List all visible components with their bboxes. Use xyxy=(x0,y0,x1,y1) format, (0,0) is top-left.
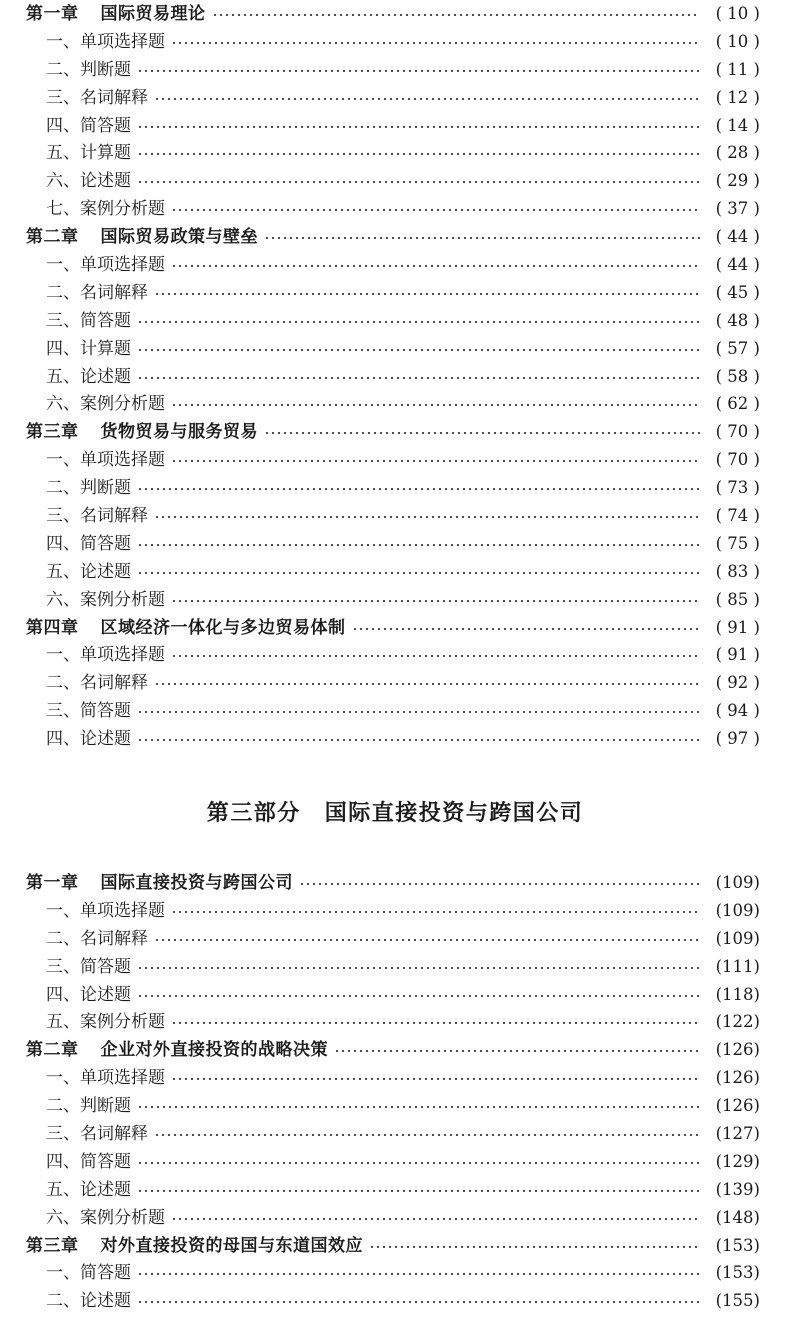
toc-item-entry[interactable] xyxy=(0,390,790,418)
dot-leader xyxy=(212,14,701,16)
toc-item-entry[interactable] xyxy=(0,28,790,56)
toc-item-entry[interactable] xyxy=(0,925,790,953)
dot-leader xyxy=(137,126,700,128)
dot-leader xyxy=(137,572,700,574)
toc-item-entry[interactable] xyxy=(0,1064,790,1092)
item-label: 五、案例分析题 xyxy=(46,1012,165,1033)
item-label: 四、简答题 xyxy=(46,533,131,554)
dot-leader xyxy=(154,293,700,295)
chapter-number: 第一章 xyxy=(26,3,79,24)
item-page-number: (148) xyxy=(715,1207,760,1227)
part-title xyxy=(0,753,790,869)
item-page-number: ( 28 ) xyxy=(715,143,760,163)
dot-leader xyxy=(154,516,700,518)
item-page-number: ( 11 ) xyxy=(715,59,760,79)
chapter-label xyxy=(26,4,206,24)
chapter-title: 国际贸易政策与壁垒 xyxy=(100,227,258,248)
toc-item-entry[interactable] xyxy=(0,1092,790,1120)
item-page-number: (111) xyxy=(715,956,760,976)
chapter-label xyxy=(26,618,346,638)
chapter-label xyxy=(26,422,258,442)
toc-item-entry[interactable] xyxy=(0,167,790,195)
toc-chapter-entry[interactable] xyxy=(0,614,790,642)
item-page-number: (122) xyxy=(715,1012,760,1032)
item-page-number: (126) xyxy=(715,1096,760,1116)
item-label: 四、论述题 xyxy=(46,729,131,750)
item-label: 五、论述题 xyxy=(46,366,131,387)
dot-leader xyxy=(137,739,700,741)
dot-leader xyxy=(137,1106,700,1108)
toc-item-entry[interactable] xyxy=(0,530,790,558)
toc-chapter-entry[interactable] xyxy=(0,869,790,897)
toc-item-entry[interactable] xyxy=(0,697,790,725)
toc-item-entry[interactable] xyxy=(0,446,790,474)
item-page-number: ( 92 ) xyxy=(715,673,760,693)
item-page-number: ( 74 ) xyxy=(715,505,760,525)
item-page-number: (127) xyxy=(715,1124,760,1143)
item-label: 一、简答题 xyxy=(46,1263,131,1284)
item-page-number: ( 97 ) xyxy=(715,729,760,749)
toc-item-entry[interactable] xyxy=(0,1260,790,1288)
item-label: 二、名词解释 xyxy=(46,673,148,694)
toc-item-entry[interactable] xyxy=(0,112,790,140)
item-page-number: ( 45 ) xyxy=(715,282,760,302)
item-label: 四、简答题 xyxy=(46,115,131,136)
dot-leader xyxy=(154,98,700,100)
dot-leader xyxy=(171,42,700,44)
item-label: 三、名词解释 xyxy=(46,87,148,108)
item-label: 三、简答题 xyxy=(46,956,131,977)
toc-item-entry[interactable] xyxy=(0,897,790,925)
toc-item-entry[interactable] xyxy=(0,474,790,502)
item-page-number: ( 37 ) xyxy=(715,199,760,219)
toc-item-entry[interactable] xyxy=(0,1148,790,1176)
item-page-number: (153) xyxy=(715,1263,760,1283)
item-label: 四、论述题 xyxy=(46,984,131,1005)
item-page-number: ( 83 ) xyxy=(715,561,760,581)
dot-leader xyxy=(137,349,700,351)
toc-item-entry[interactable] xyxy=(0,251,790,279)
item-label: 一、单项选择题 xyxy=(46,645,165,666)
toc-item-entry[interactable] xyxy=(0,139,790,167)
dot-leader xyxy=(137,70,700,72)
item-page-number: ( 62 ) xyxy=(715,394,760,414)
item-label: 六、案例分析题 xyxy=(46,589,165,610)
item-label: 五、论述题 xyxy=(46,1179,131,1200)
toc-item-entry[interactable] xyxy=(0,335,790,363)
toc-item-entry[interactable] xyxy=(0,1120,790,1148)
dot-leader xyxy=(171,404,700,406)
chapter-title: 区域经济一体化与多边贸易体制 xyxy=(100,617,346,638)
chapter-title: 货物贸易与服务贸易 xyxy=(100,422,258,443)
dot-leader xyxy=(264,237,700,239)
toc-item-entry[interactable] xyxy=(0,558,790,586)
chapter-number: 第三章 xyxy=(26,422,79,443)
item-page-number: (155) xyxy=(715,1291,760,1311)
chapter-label xyxy=(26,1040,328,1060)
dot-leader xyxy=(154,683,700,685)
toc-item-entry[interactable] xyxy=(0,1176,790,1204)
item-label: 二、名词解释 xyxy=(46,282,148,303)
dot-leader xyxy=(369,1246,700,1248)
toc-chapter-entry[interactable] xyxy=(0,223,790,251)
dot-leader xyxy=(137,544,700,546)
part-name: 国际直接投资与跨国公司 xyxy=(324,799,584,826)
dot-leader xyxy=(154,1134,700,1136)
dot-leader xyxy=(334,1050,700,1052)
dot-leader xyxy=(137,1301,700,1303)
item-label: 三、名词解释 xyxy=(46,505,148,526)
item-label: 四、简答题 xyxy=(46,1151,131,1172)
dot-leader xyxy=(299,883,700,885)
toc-item-entry[interactable] xyxy=(0,195,790,223)
toc-item-entry[interactable] xyxy=(0,279,790,307)
chapter-title: 企业对外直接投资的战略决策 xyxy=(100,1040,328,1061)
toc-chapter-entry[interactable] xyxy=(0,0,790,28)
dot-leader xyxy=(137,377,700,379)
item-page-number: ( 12 ) xyxy=(715,87,760,107)
part-number: 第三部分 xyxy=(206,799,301,826)
chapter-page-number: ( 10 ) xyxy=(715,3,760,23)
item-label: 六、案例分析题 xyxy=(46,394,165,415)
dot-leader xyxy=(352,628,701,630)
toc-item-entry[interactable] xyxy=(0,981,790,1009)
item-label: 一、单项选择题 xyxy=(46,900,165,921)
item-label: 三、名词解释 xyxy=(46,1124,148,1144)
toc-item-entry[interactable] xyxy=(0,669,790,697)
chapter-page-number: (126) xyxy=(715,1040,760,1060)
dot-leader xyxy=(137,1162,700,1164)
chapter-label xyxy=(26,227,258,247)
chapter-number: 第三章 xyxy=(26,1235,79,1256)
chapter-page-number: ( 91 ) xyxy=(715,617,760,637)
dot-leader xyxy=(171,265,700,267)
item-page-number: (139) xyxy=(715,1179,760,1199)
item-label: 一、单项选择题 xyxy=(46,1068,165,1089)
item-label: 六、论述题 xyxy=(46,171,131,192)
chapter-page-number: ( 70 ) xyxy=(715,422,760,442)
chapter-title: 国际直接投资与跨国公司 xyxy=(100,872,293,893)
toc-item-entry[interactable] xyxy=(0,84,790,112)
toc-item-entry[interactable] xyxy=(0,953,790,981)
dot-leader xyxy=(171,911,700,913)
item-page-number: ( 85 ) xyxy=(715,589,760,609)
dot-leader xyxy=(171,1218,700,1220)
item-page-number: (129) xyxy=(715,1151,760,1171)
item-page-number: (109) xyxy=(715,900,760,920)
toc-item-entry[interactable] xyxy=(0,307,790,335)
dot-leader xyxy=(137,1273,700,1275)
toc-item-entry[interactable] xyxy=(0,586,790,614)
dot-leader xyxy=(171,1078,700,1080)
dot-leader xyxy=(137,995,700,997)
item-page-number: ( 94 ) xyxy=(715,701,760,721)
toc-item-entry[interactable] xyxy=(0,641,790,669)
toc-chapter-entry[interactable] xyxy=(0,1232,790,1260)
chapter-number: 第一章 xyxy=(26,872,79,893)
dot-leader xyxy=(137,488,700,490)
dot-leader xyxy=(171,460,700,462)
chapter-label xyxy=(26,873,293,893)
item-label: 二、判断题 xyxy=(46,478,131,499)
item-page-number: ( 10 ) xyxy=(715,31,760,51)
item-label: 七、案例分析题 xyxy=(46,199,165,220)
chapter-label xyxy=(26,1236,363,1256)
chapter-title: 对外直接投资的母国与东道国效应 xyxy=(100,1235,363,1256)
item-label: 四、计算题 xyxy=(46,338,131,359)
chapter-page-number: (153) xyxy=(715,1235,760,1255)
dot-leader xyxy=(137,711,700,713)
dot-leader xyxy=(171,209,700,211)
item-label: 二、名词解释 xyxy=(46,928,148,949)
item-page-number: ( 70 ) xyxy=(715,450,760,470)
dot-leader xyxy=(171,1022,700,1024)
toc-item-entry[interactable] xyxy=(0,502,790,530)
item-label: 五、论述题 xyxy=(46,561,131,582)
toc-item-entry[interactable] xyxy=(0,1287,790,1315)
item-page-number: (118) xyxy=(715,984,760,1004)
item-label: 一、单项选择题 xyxy=(46,31,165,52)
toc-chapter-entry[interactable] xyxy=(0,1036,790,1064)
chapter-number: 第二章 xyxy=(26,227,79,248)
dot-leader xyxy=(137,153,700,155)
item-label: 一、单项选择题 xyxy=(46,450,165,471)
item-label: 六、案例分析题 xyxy=(46,1207,165,1228)
item-page-number: ( 14 ) xyxy=(715,115,760,135)
item-label: 三、简答题 xyxy=(46,310,131,331)
item-page-number: ( 57 ) xyxy=(715,338,760,358)
dot-leader xyxy=(264,432,700,434)
dot-leader xyxy=(137,967,700,969)
toc-item-entry[interactable] xyxy=(0,725,790,753)
dot-leader xyxy=(137,1190,700,1192)
chapter-number: 第二章 xyxy=(26,1040,79,1061)
item-label: 二、判断题 xyxy=(46,1096,131,1117)
chapter-page-number: ( 44 ) xyxy=(715,227,760,247)
toc-part xyxy=(0,753,790,1315)
item-page-number: ( 73 ) xyxy=(715,478,760,498)
item-label: 二、判断题 xyxy=(46,59,131,80)
chapter-page-number: (109) xyxy=(715,872,760,892)
item-label: 五、计算题 xyxy=(46,143,131,164)
toc-item-entry[interactable] xyxy=(0,1204,790,1232)
item-page-number: ( 44 ) xyxy=(715,254,760,274)
item-label: 二、论述题 xyxy=(46,1291,131,1312)
item-page-number: ( 48 ) xyxy=(715,310,760,330)
item-page-number: ( 75 ) xyxy=(715,533,760,553)
toc-item-entry[interactable] xyxy=(0,56,790,84)
dot-leader xyxy=(171,655,700,657)
item-page-number: (126) xyxy=(715,1068,760,1088)
item-page-number: (109) xyxy=(715,928,760,948)
chapter-title: 国际贸易理论 xyxy=(100,3,206,24)
item-label: 三、简答题 xyxy=(46,701,131,722)
item-page-number: ( 29 ) xyxy=(715,171,760,191)
dot-leader xyxy=(154,939,700,941)
dot-leader xyxy=(137,321,700,323)
dot-leader xyxy=(137,181,700,183)
item-page-number: ( 91 ) xyxy=(715,645,760,665)
toc-chapter-entry[interactable] xyxy=(0,418,790,446)
chapter-number: 第四章 xyxy=(26,617,79,638)
item-page-number: ( 58 ) xyxy=(715,366,760,386)
item-label: 一、单项选择题 xyxy=(46,254,165,275)
toc-item-entry[interactable] xyxy=(0,1009,790,1037)
toc-item-entry[interactable] xyxy=(0,363,790,391)
dot-leader xyxy=(171,600,700,602)
